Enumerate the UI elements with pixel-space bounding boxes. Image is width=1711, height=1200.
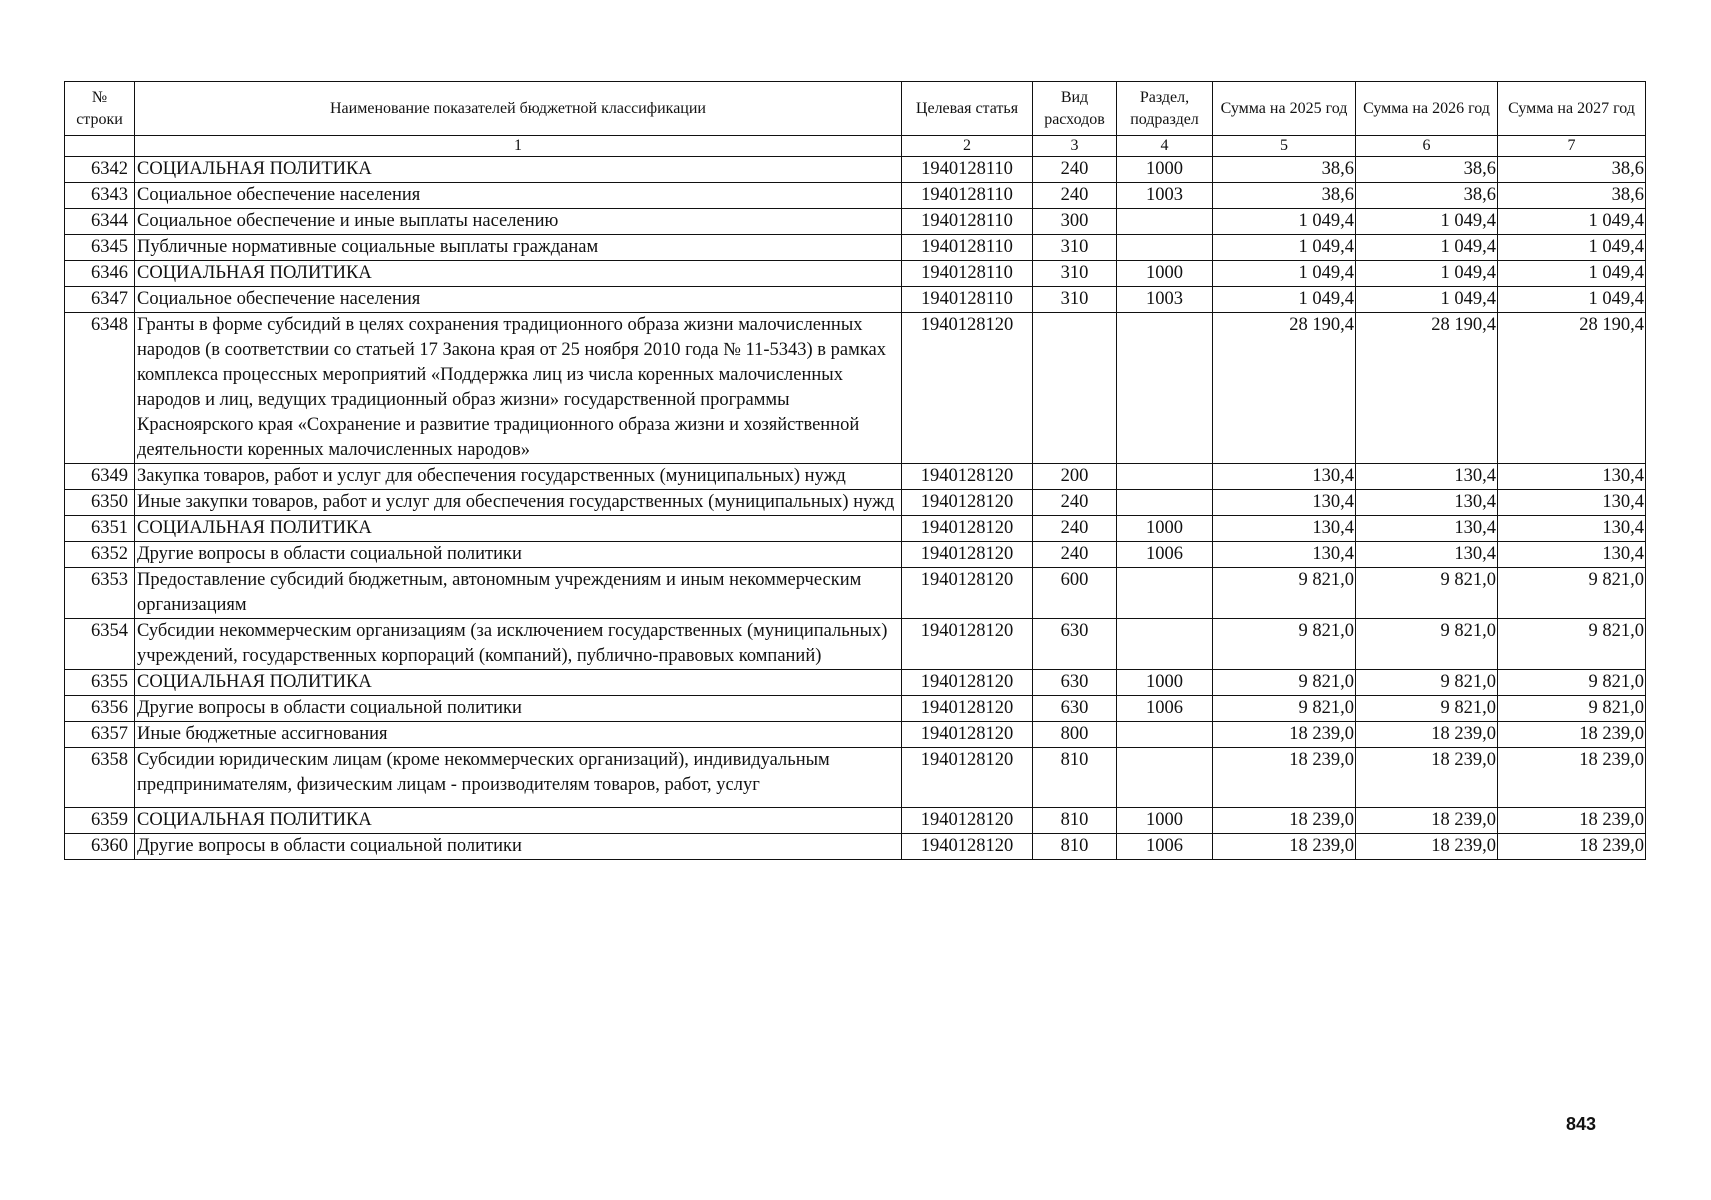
header-razd: Раздел, подраздел (1117, 82, 1213, 136)
row-sum-2027: 18 239,0 (1498, 834, 1646, 860)
row-sum-2027: 38,6 (1498, 183, 1646, 209)
header-row-no: № строки (65, 82, 135, 136)
row-sum-2027: 38,6 (1498, 157, 1646, 183)
header-sum-2025: Сумма на 2025 год (1213, 82, 1356, 136)
row-number: 6352 (65, 542, 135, 568)
row-sum-2025: 9 821,0 (1213, 619, 1356, 670)
row-sum-2026: 18 239,0 (1356, 834, 1498, 860)
row-expense-type: 240 (1033, 183, 1117, 209)
row-number: 6345 (65, 235, 135, 261)
row-number: 6359 (65, 808, 135, 834)
row-name: Другие вопросы в области социальной политики (135, 696, 902, 722)
table-body (65, 82, 1646, 860)
row-expense-type: 800 (1033, 722, 1117, 748)
row-sum-2025: 1 049,4 (1213, 287, 1356, 313)
row-number: 6348 (65, 313, 135, 464)
row-number: 6358 (65, 748, 135, 808)
row-section: 1000 (1117, 516, 1213, 542)
row-section (1117, 209, 1213, 235)
row-sum-2027: 130,4 (1498, 516, 1646, 542)
row-sum-2025: 1 049,4 (1213, 261, 1356, 287)
row-number: 6351 (65, 516, 135, 542)
row-section: 1006 (1117, 834, 1213, 860)
row-section: 1003 (1117, 183, 1213, 209)
column-number: 5 (1213, 136, 1356, 157)
row-sum-2026: 130,4 (1356, 490, 1498, 516)
table-row (65, 183, 1646, 209)
row-target-code: 1940128110 (902, 261, 1033, 287)
row-sum-2026: 18 239,0 (1356, 808, 1498, 834)
row-section (1117, 490, 1213, 516)
row-sum-2026: 18 239,0 (1356, 722, 1498, 748)
row-sum-2027: 1 049,4 (1498, 209, 1646, 235)
row-sum-2025: 1 049,4 (1213, 209, 1356, 235)
row-expense-type: 630 (1033, 670, 1117, 696)
row-target-code: 1940128120 (902, 619, 1033, 670)
table-row (65, 748, 1646, 808)
row-target-code: 1940128120 (902, 808, 1033, 834)
table-row (65, 287, 1646, 313)
row-sum-2027: 9 821,0 (1498, 670, 1646, 696)
row-number: 6346 (65, 261, 135, 287)
row-sum-2026: 38,6 (1356, 183, 1498, 209)
row-section (1117, 568, 1213, 619)
row-sum-2026: 9 821,0 (1356, 696, 1498, 722)
table-row (65, 157, 1646, 183)
row-expense-type: 310 (1033, 287, 1117, 313)
column-number: 6 (1356, 136, 1498, 157)
header-sum-2027: Сумма на 2027 год (1498, 82, 1646, 136)
row-sum-2027: 9 821,0 (1498, 696, 1646, 722)
header-code: Целевая статья (902, 82, 1033, 136)
row-number: 6355 (65, 670, 135, 696)
row-sum-2025: 38,6 (1213, 183, 1356, 209)
row-expense-type: 630 (1033, 619, 1117, 670)
row-target-code: 1940128110 (902, 209, 1033, 235)
row-target-code: 1940128120 (902, 490, 1033, 516)
row-sum-2027: 9 821,0 (1498, 568, 1646, 619)
row-target-code: 1940128120 (902, 696, 1033, 722)
row-sum-2025: 9 821,0 (1213, 568, 1356, 619)
row-section (1117, 722, 1213, 748)
budget-table (64, 81, 1646, 860)
row-sum-2027: 1 049,4 (1498, 261, 1646, 287)
row-sum-2026: 9 821,0 (1356, 619, 1498, 670)
row-sum-2026: 9 821,0 (1356, 670, 1498, 696)
row-sum-2026: 1 049,4 (1356, 261, 1498, 287)
row-target-code: 1940128120 (902, 568, 1033, 619)
row-target-code: 1940128110 (902, 287, 1033, 313)
row-section (1117, 619, 1213, 670)
row-sum-2025: 130,4 (1213, 516, 1356, 542)
row-expense-type: 310 (1033, 261, 1117, 287)
row-number: 6360 (65, 834, 135, 860)
table-row (65, 516, 1646, 542)
row-expense-type: 310 (1033, 235, 1117, 261)
row-target-code: 1940128120 (902, 670, 1033, 696)
row-section: 1006 (1117, 542, 1213, 568)
row-section: 1006 (1117, 696, 1213, 722)
row-target-code: 1940128120 (902, 464, 1033, 490)
row-sum-2027: 1 049,4 (1498, 287, 1646, 313)
row-sum-2025: 18 239,0 (1213, 748, 1356, 808)
row-sum-2027: 130,4 (1498, 542, 1646, 568)
table-row (65, 722, 1646, 748)
row-number: 6347 (65, 287, 135, 313)
row-name: Субсидии юридическим лицам (кроме некоммерческих организаций), индивидуальным предпринимателям, физическим лицам - производителям товаров, работ, услуг (135, 748, 902, 808)
row-expense-type: 810 (1033, 834, 1117, 860)
header-row (65, 82, 1646, 136)
row-target-code: 1940128120 (902, 722, 1033, 748)
row-name: Другие вопросы в области социальной политики (135, 834, 902, 860)
row-sum-2027: 1 049,4 (1498, 235, 1646, 261)
row-sum-2025: 1 049,4 (1213, 235, 1356, 261)
row-target-code: 1940128120 (902, 748, 1033, 808)
table-row (65, 490, 1646, 516)
row-expense-type: 810 (1033, 808, 1117, 834)
row-expense-type: 600 (1033, 568, 1117, 619)
row-section (1117, 235, 1213, 261)
row-name: Социальное обеспечение населения (135, 287, 902, 313)
table-row (65, 464, 1646, 490)
row-expense-type (1033, 313, 1117, 464)
row-sum-2025: 28 190,4 (1213, 313, 1356, 464)
row-sum-2026: 130,4 (1356, 516, 1498, 542)
table-row (65, 209, 1646, 235)
row-number: 6353 (65, 568, 135, 619)
row-sum-2027: 18 239,0 (1498, 722, 1646, 748)
row-section: 1000 (1117, 670, 1213, 696)
row-sum-2025: 18 239,0 (1213, 834, 1356, 860)
row-sum-2026: 1 049,4 (1356, 235, 1498, 261)
row-number: 6342 (65, 157, 135, 183)
row-section (1117, 748, 1213, 808)
row-sum-2027: 130,4 (1498, 464, 1646, 490)
row-name: Предоставление субсидий бюджетным, автономным учреждениям и иным некоммерческим организациям (135, 568, 902, 619)
row-name: Иные закупки товаров, работ и услуг для обеспечения государственных (муниципальных) нужд (135, 490, 902, 516)
table-row (65, 670, 1646, 696)
row-expense-type: 240 (1033, 516, 1117, 542)
row-target-code: 1940128120 (902, 542, 1033, 568)
column-number: 4 (1117, 136, 1213, 157)
row-sum-2027: 9 821,0 (1498, 619, 1646, 670)
row-section: 1000 (1117, 157, 1213, 183)
row-section (1117, 464, 1213, 490)
row-sum-2026: 18 239,0 (1356, 748, 1498, 808)
row-number: 6344 (65, 209, 135, 235)
row-sum-2026: 28 190,4 (1356, 313, 1498, 464)
row-name: СОЦИАЛЬНАЯ ПОЛИТИКА (135, 261, 902, 287)
row-expense-type: 300 (1033, 209, 1117, 235)
row-name: Иные бюджетные ассигнования (135, 722, 902, 748)
table-row (65, 696, 1646, 722)
row-name: Закупка товаров, работ и услуг для обеспечения государственных (муниципальных) нужд (135, 464, 902, 490)
row-sum-2027: 18 239,0 (1498, 748, 1646, 808)
column-number: 3 (1033, 136, 1117, 157)
row-sum-2025: 130,4 (1213, 464, 1356, 490)
page-number: 843 (1566, 1114, 1597, 1134)
row-name: СОЦИАЛЬНАЯ ПОЛИТИКА (135, 670, 902, 696)
table-row (65, 619, 1646, 670)
table-row (65, 235, 1646, 261)
row-sum-2026: 1 049,4 (1356, 287, 1498, 313)
row-name: СОЦИАЛЬНАЯ ПОЛИТИКА (135, 808, 902, 834)
header-sum-2026: Сумма на 2026 год (1356, 82, 1498, 136)
table-row (65, 542, 1646, 568)
row-section: 1000 (1117, 261, 1213, 287)
row-number: 6354 (65, 619, 135, 670)
row-name: Гранты в форме субсидий в целях сохранения традиционного образа жизни малочисленных народов (в соответствии со статьей 17 Закона края от 25 ноября 2010 года № 11-5343) в рамках комплекса процессных мероприятий «Поддержка лиц из числа коренных малочисленных народов и лиц, ведущих традиционный образ жизни» государственной программы Красноярского края «Сохранение и развитие традиционного образа жизни и хозяйственной деятельности коренных малочисленных народов» (135, 313, 902, 464)
table-row (65, 808, 1646, 834)
header-vid: Вид расходов (1033, 82, 1117, 136)
row-expense-type: 240 (1033, 542, 1117, 568)
row-name: СОЦИАЛЬНАЯ ПОЛИТИКА (135, 157, 902, 183)
row-sum-2025: 130,4 (1213, 542, 1356, 568)
row-expense-type: 240 (1033, 490, 1117, 516)
row-sum-2026: 9 821,0 (1356, 568, 1498, 619)
row-sum-2025: 38,6 (1213, 157, 1356, 183)
header-name: Наименование показателей бюджетной классификации (135, 82, 902, 136)
row-sum-2025: 130,4 (1213, 490, 1356, 516)
row-name: Социальное обеспечение и иные выплаты населению (135, 209, 902, 235)
row-name: СОЦИАЛЬНАЯ ПОЛИТИКА (135, 516, 902, 542)
row-sum-2027: 28 190,4 (1498, 313, 1646, 464)
row-sum-2026: 38,6 (1356, 157, 1498, 183)
row-name: Субсидии некоммерческим организациям (за исключением государственных (муниципальных) учреждений, государственных корпораций (компаний), публично-правовых компаний) (135, 619, 902, 670)
column-number (65, 136, 135, 157)
row-number: 6356 (65, 696, 135, 722)
row-target-code: 1940128110 (902, 157, 1033, 183)
row-expense-type: 630 (1033, 696, 1117, 722)
row-sum-2025: 9 821,0 (1213, 670, 1356, 696)
row-sum-2025: 18 239,0 (1213, 722, 1356, 748)
row-expense-type: 200 (1033, 464, 1117, 490)
table-row (65, 834, 1646, 860)
row-target-code: 1940128120 (902, 313, 1033, 464)
row-sum-2025: 18 239,0 (1213, 808, 1356, 834)
row-name: Другие вопросы в области социальной политики (135, 542, 902, 568)
row-number: 6343 (65, 183, 135, 209)
row-sum-2027: 130,4 (1498, 490, 1646, 516)
column-number-row (65, 136, 1646, 157)
row-expense-type: 810 (1033, 748, 1117, 808)
row-section (1117, 313, 1213, 464)
row-sum-2026: 1 049,4 (1356, 209, 1498, 235)
row-section: 1000 (1117, 808, 1213, 834)
row-target-code: 1940128110 (902, 235, 1033, 261)
row-number: 6349 (65, 464, 135, 490)
row-number: 6350 (65, 490, 135, 516)
row-sum-2025: 9 821,0 (1213, 696, 1356, 722)
column-number: 1 (135, 136, 902, 157)
row-target-code: 1940128120 (902, 516, 1033, 542)
table-row (65, 261, 1646, 287)
row-name: Публичные нормативные социальные выплаты гражданам (135, 235, 902, 261)
row-expense-type: 240 (1033, 157, 1117, 183)
row-name: Социальное обеспечение населения (135, 183, 902, 209)
column-number: 7 (1498, 136, 1646, 157)
table-row (65, 568, 1646, 619)
row-section: 1003 (1117, 287, 1213, 313)
row-target-code: 1940128110 (902, 183, 1033, 209)
column-number: 2 (902, 136, 1033, 157)
row-sum-2026: 130,4 (1356, 464, 1498, 490)
row-sum-2026: 130,4 (1356, 542, 1498, 568)
row-sum-2027: 18 239,0 (1498, 808, 1646, 834)
row-target-code: 1940128120 (902, 834, 1033, 860)
row-number: 6357 (65, 722, 135, 748)
table-row (65, 313, 1646, 464)
